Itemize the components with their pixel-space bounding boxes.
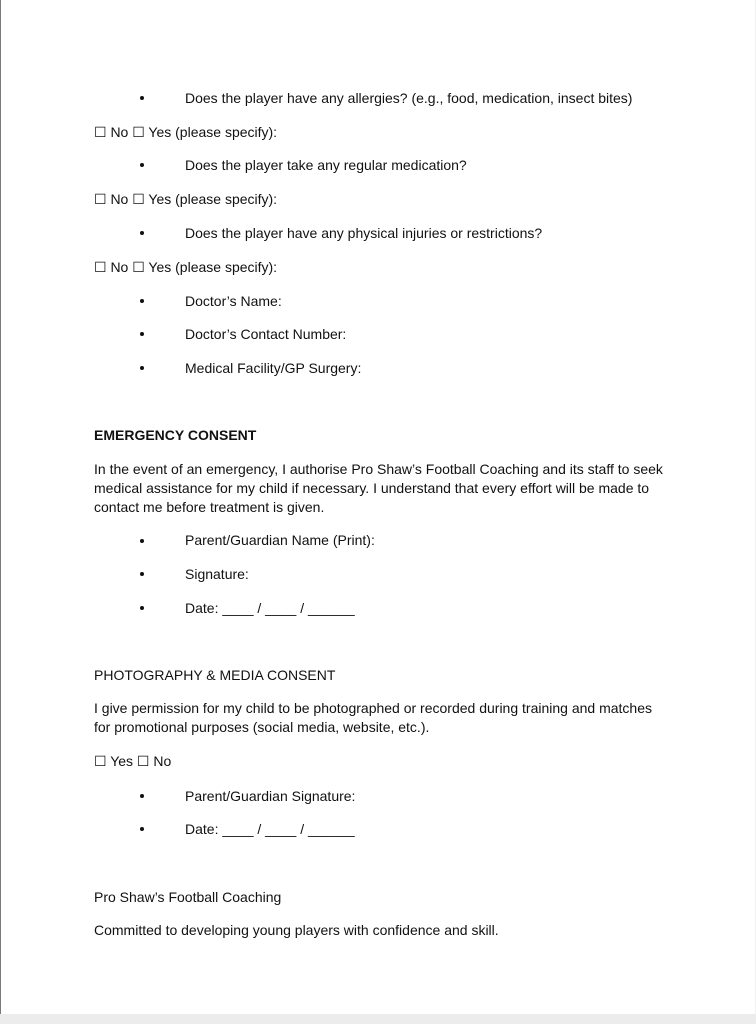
bullet (140, 827, 144, 831)
text-line: In the event of an emergency, I authorise Pro Shaw’s Football Coaching and its staff to seek (94, 461, 663, 477)
guardian-name-field: Parent/Guardian Name (Print): (185, 532, 375, 548)
media-date-field: Date: ____ / ____ / ______ (185, 821, 355, 837)
bullet (140, 366, 144, 370)
page-gap (0, 1014, 756, 1024)
text-line: contact me before treatment is given. (94, 499, 325, 515)
bullet (140, 794, 144, 798)
injuries-question: Does the player have any physical injuries or restrictions? (185, 225, 543, 241)
medication-question: Does the player take any regular medication? (185, 157, 467, 173)
allergies-options[interactable]: ☐ No ☐ Yes (please specify): (94, 124, 278, 140)
text-line: medical assistance for my child if necessary. I understand that every effort will be made to (94, 480, 650, 496)
text-line: I give permission for my child to be photographed or recorded during training and matches (94, 700, 652, 716)
allergies-question: Does the player have any allergies? (e.g., food, medication, insect bites) (185, 90, 633, 106)
media-consent-options[interactable]: ☐ Yes ☐ No (94, 753, 172, 769)
organization-name: Pro Shaw’s Football Coaching (94, 889, 282, 905)
bullet (140, 332, 144, 336)
signature-field: Signature: (185, 566, 249, 582)
emergency-consent-text (94, 460, 694, 517)
media-consent-heading: PHOTOGRAPHY & MEDIA CONSENT (94, 667, 336, 683)
doctor-contact-field: Doctor’s Contact Number: (185, 326, 347, 342)
bullet (140, 299, 144, 303)
bullet (140, 231, 144, 235)
organization-tagline: Committed to developing young players with confidence and skill. (94, 922, 499, 938)
medical-facility-field: Medical Facility/GP Surgery: (185, 360, 362, 376)
guardian-signature-field: Parent/Guardian Signature: (185, 788, 356, 804)
bullet (140, 606, 144, 610)
date-field: Date: ____ / ____ / ______ (185, 600, 355, 616)
text-line: for promotional purposes (social media, website, etc.). (94, 719, 430, 735)
injuries-options[interactable]: ☐ No ☐ Yes (please specify): (94, 259, 278, 275)
bullet (140, 539, 144, 543)
bullet (140, 572, 144, 576)
bullet (140, 163, 144, 167)
media-consent-text (94, 699, 694, 737)
doctor-name-field: Doctor’s Name: (185, 293, 282, 309)
medication-options[interactable]: ☐ No ☐ Yes (please specify): (94, 191, 278, 207)
bullet (140, 96, 144, 100)
emergency-consent-heading: EMERGENCY CONSENT (94, 427, 257, 443)
